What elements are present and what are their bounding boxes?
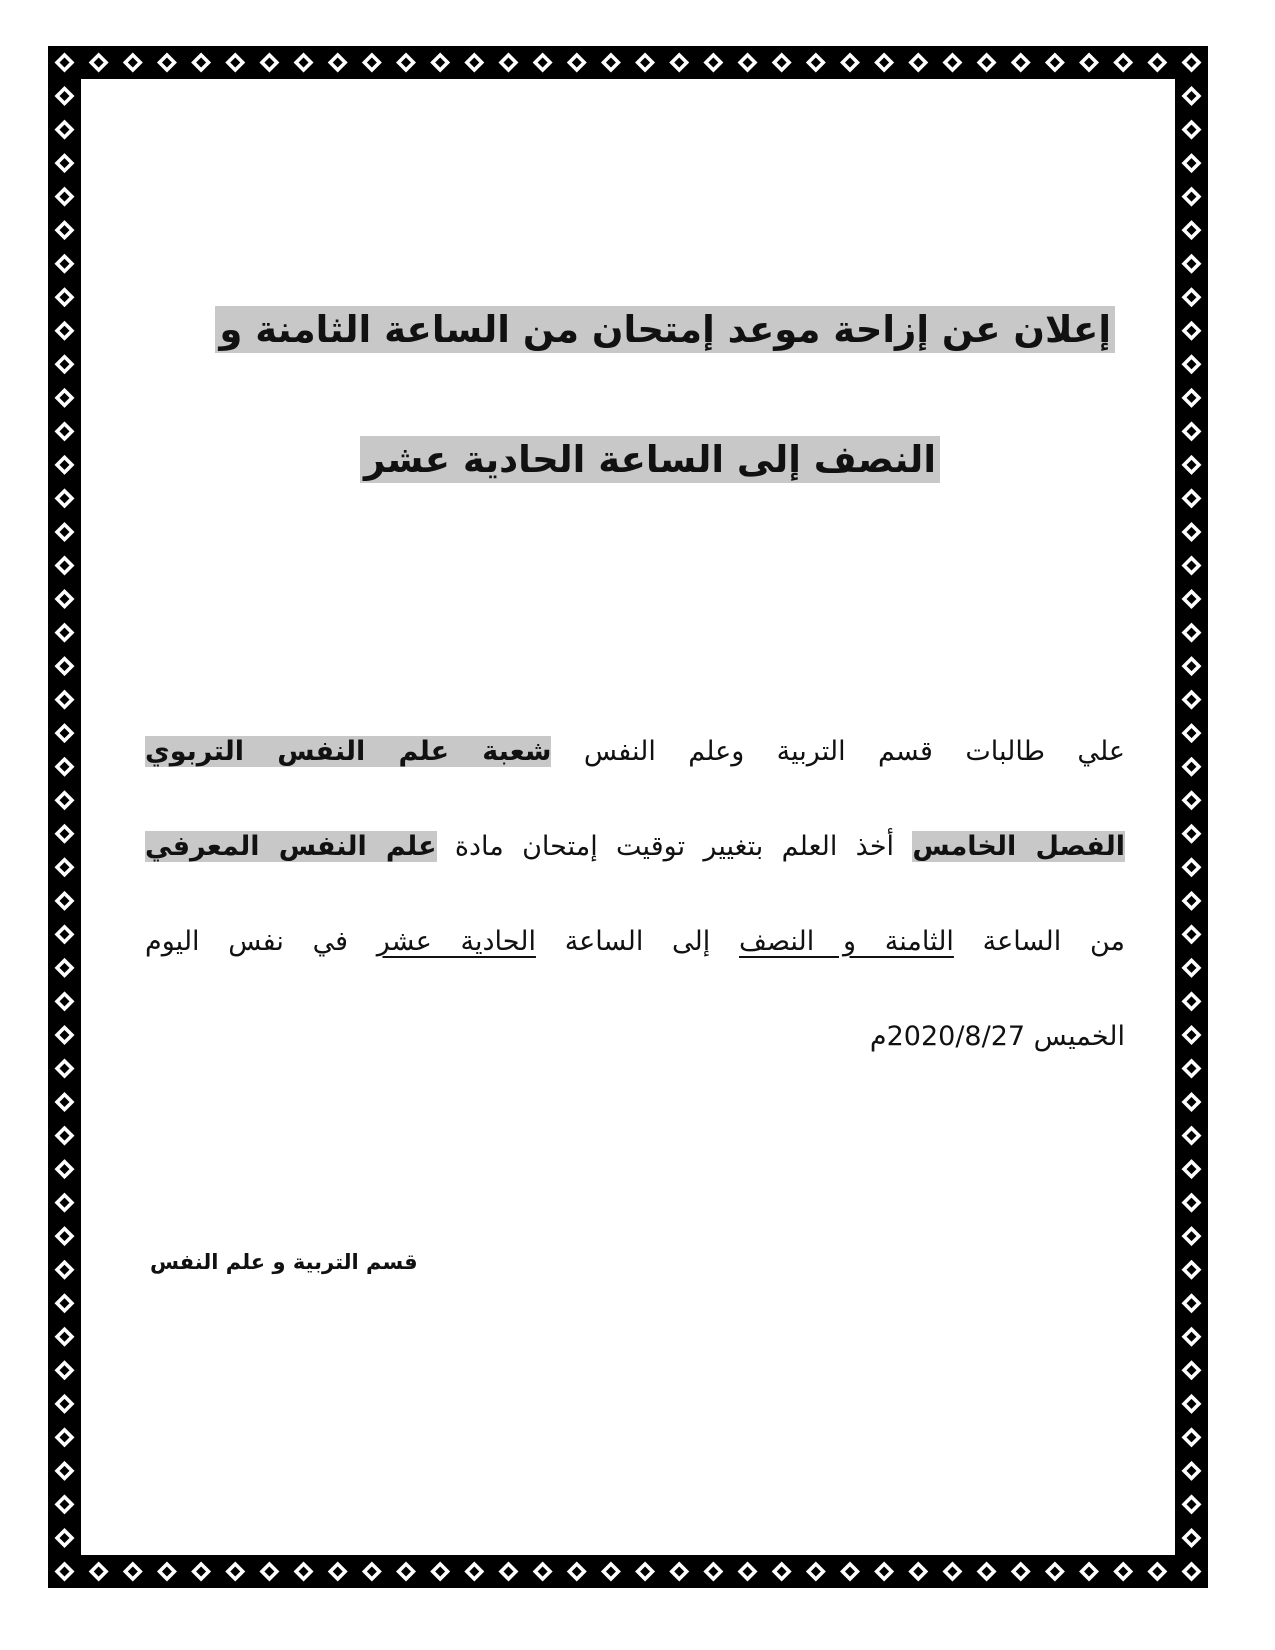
border-band <box>48 46 1208 1588</box>
title-line-2-text: النصف إلى الساعة الحادية عشر <box>360 436 940 483</box>
body-line-1-plain: علي طالبات قسم التربية وعلم النفس <box>583 736 1125 767</box>
body-line-4 <box>145 1015 1125 1059</box>
body-line-3-part-2: إلى الساعة <box>564 926 711 957</box>
body-line-1 <box>145 730 1125 774</box>
announcement-title-line-1 <box>215 300 1115 360</box>
body-line-2-plain: أخذ العلم بتغيير توقيت إمتحان مادة <box>454 831 895 862</box>
body-line-4-day: الخميس <box>1033 1021 1125 1052</box>
body-line-2-highlight-a: الفصل الخامس <box>912 831 1125 862</box>
diamond-border <box>48 46 1208 1588</box>
title-line-1-text: إعلان عن إزاحة موعد إمتحان من الساعة الثامنة و <box>215 306 1115 353</box>
announcement-title-line-2 <box>360 430 940 490</box>
body-line-3-underline-2: الحادية عشر <box>376 926 536 957</box>
body-line-2-highlight-b: علم النفس المعرفي <box>145 831 437 862</box>
body-line-3-underline-1: الثامنة و النصف <box>739 926 954 957</box>
body-line-3-part-1: من الساعة <box>982 926 1126 957</box>
body-line-3 <box>145 920 1125 964</box>
department-signature: قسم التربية و علم النفس <box>150 1250 418 1274</box>
body-line-3-part-3: في نفس اليوم <box>145 926 348 957</box>
body-line-4-date: 2020/8/27م <box>869 1021 1026 1052</box>
body-line-1-highlight: شعبة علم النفس التربوي <box>145 736 552 767</box>
body-line-2 <box>145 825 1125 869</box>
